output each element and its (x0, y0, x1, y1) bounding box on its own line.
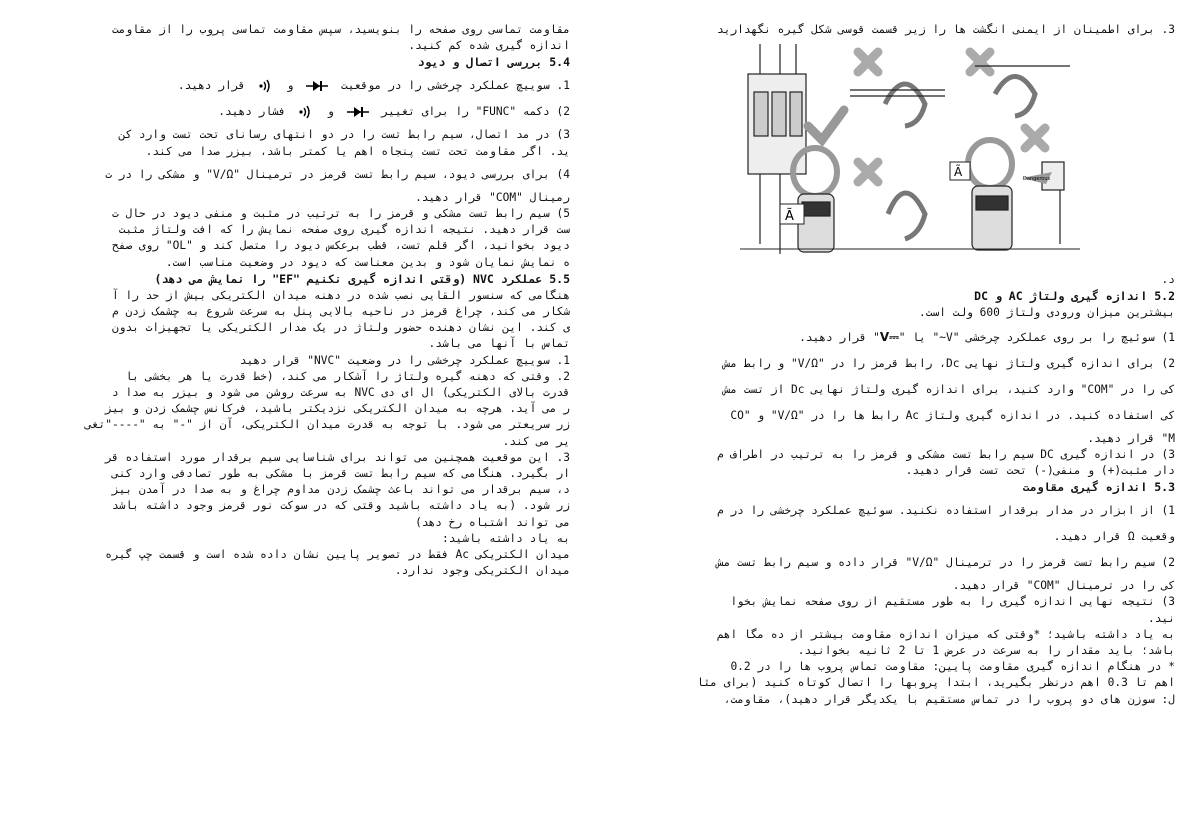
text-line: ه نمایش نمایان شود و بدین معناست که دیود در وضعیت مناسب است. (165, 255, 570, 269)
text-line: ست قرار دهید. نتیجه اندازه گیری روی صفحه نمایش را که افت ولتاژ مثبت (118, 223, 570, 237)
text-line: کی را در "COM" وارد کنید، برای اندازه گیری ولتاژ نهایی Dc از تست مش (723, 382, 1175, 396)
diode-icon (347, 106, 369, 118)
text-line: د، سیم برقدار می تواند باعث چشمک زدن مداوم چراغ و به صدا در آمدن بیز (111, 483, 570, 497)
step-2-func: 2) دکمه "FUNC" را برای تغییر و فشار دهید. (218, 105, 570, 119)
text-line: 3. برای اطمینان از ایمنی انگشت ها را زیر قسمت قوسی شکل گیره نگهدارید (716, 23, 1175, 36)
note-title: به یاد داشته باشید: (442, 531, 570, 545)
text-line: 2) برای اندازه گیری ولتاژ نهایی Dc، رابط قرمز را در "V/Ω" و رابط مش (723, 356, 1175, 370)
svg-text:Ã: Ã (954, 165, 963, 180)
text-line: ار بگیرد. هنگامی که سیم رابط تست قرمز با مشکی به طور تصادفی وارد کنی (111, 467, 570, 481)
heading-voltage: 5.2 اندازه گیری ولتاژ AC و DC (974, 289, 1175, 304)
buzzer-sound-icon (258, 79, 274, 93)
left-column (40, 22, 570, 579)
text-line: هنگامی که سنسور القایی نصب شده در دهنه میدان الکتریکی بیش از حد را آ (111, 288, 570, 302)
text-line: تماس با آنها می باشد. (428, 337, 570, 351)
text-line: 2) سیم رابط تست قرمز را در ترمینال "V/Ω" قرار داده و سیم رابط تست مش (716, 556, 1175, 570)
text-line: ل: سوزن های دو پروب را در تماس مستقیم با یکدیگر قرار دهید)، مقاومت، (723, 692, 1175, 706)
text-line: 5) سیم رابط تست مشکی و قرمز را به ترتیب در مثبت و منفی دیود در حال ت (111, 207, 570, 221)
dc-voltage-icon: ⎓ (889, 329, 899, 344)
text-line: 3) در اندازه گیری DC سیم رابط تست مشکی و قرمز را به ترتیب در اطراف م (716, 447, 1175, 461)
buzzer-sound-icon (298, 105, 314, 119)
text-line: شکار می کند، چراغ قرمز در ناحیه بالایی پنل به سرعت شروع به چشمک زدن م (111, 305, 570, 319)
text-line: نید. (1148, 611, 1175, 625)
text-line: اهم تا 0.3 اهم درنظر بگیرید، ابتدا پروبها را اتصال کوتاه کنید (برای مثا (696, 676, 1175, 690)
text-line: ید. اگر مقاومت تحت تست پنجاه اهم یا کمتر باشد، بیزر صدا می کند. (145, 144, 570, 158)
text-line: 3) نتیجه نهایی اندازه گیری را به طور مستقیم از روی صفحه نمایش بخوا (730, 595, 1175, 609)
text-line: باشد؛ باید مقدار را به سرعت در عرض 1 تا 2 ثانیه بخوانید. (797, 644, 1175, 658)
voltage-step-1: 1) سوئیچ را بر روی عملکرد چرخشی "V~" یا "⎓V" قرار دهید. (799, 329, 1175, 344)
heading-resistance: 5.3 اندازه گیری مقاومت (1022, 480, 1175, 495)
text-line: رمینال "COM" قرار دهید. (415, 190, 570, 204)
text-line: دار مثبت(+) و منفی(-) تحت تست قرار دهید. (905, 464, 1175, 478)
step-1-continuity: 1. سوییچ عملکرد چرخشی را در موقعیت و قرار دهید. (177, 79, 570, 93)
text-line: کی را در ترمینال "COM" قرار دهید. (952, 579, 1175, 593)
right-column (620, 22, 1175, 708)
clamp-illustration (740, 44, 1080, 262)
diode-icon (306, 80, 328, 92)
check-icon (808, 110, 844, 140)
text-line: M" قرار دهید. (1087, 431, 1175, 445)
text-line: زر سریعتر می شود. با توجه به قدرت میدان الکتریکی، آن از "-" به "----"تغی (85, 418, 570, 432)
text-line: * در هنگام اندازه گیری مقاومت پایین: مقاومت تماس پروب ها را در 0.2 (730, 660, 1175, 674)
text-line: به یاد داشته باشید؛ *وقتی که میزان اندازه مقاومت بیشتر از ده مگا اهم (716, 627, 1175, 641)
text-line: میدان الکتریکی Ac فقط در تصویر پایین نشان داده شده است و قسمت چپ گیره (105, 548, 570, 562)
text-line: یر می کند. (502, 434, 570, 448)
text-line: 3. این موقعیت همچنین می تواند برای شناسایی سیم برقدار مورد استفاده قر (105, 450, 570, 464)
text-line: بیشترین میزان ورودی ولتاژ 600 ولت است. (919, 306, 1175, 320)
text-line: زر شود. (به یاد داشته باشید وقتی که در سوکت نور قرمز وجود داشته باشد (111, 499, 570, 513)
heading-continuity-diode: 5.4 بررسی اتصال و دیود (417, 55, 570, 70)
text-line: می تواند اشتباه رخ دهد) (415, 515, 570, 529)
text-line: ی کند. این نشان دهنده حضور ولتاژ در یک مدار الکتریکی یا تجهیزات بدون (111, 321, 570, 335)
clamp-safety-figure (740, 44, 1175, 266)
text-line: دیود بخوانید، اگر قلم تست، قطب برعکس دیود را متصل کند و "OL" روی صفح (111, 239, 570, 253)
text-line: 4) برای بررسی دیود، سیم رابط تست قرمز در ترمینال "V/Ω" و مشکی را در ت (105, 167, 570, 181)
text-line: اندازه گیری شده کم کنید. (408, 39, 570, 53)
text-line: میدان الکتریکی وجود ندارد. (394, 564, 570, 578)
svg-text:Ã: Ã (785, 209, 794, 225)
text-line: د. (1161, 273, 1175, 287)
text-line: 1. سوییچ عملکرد چرخشی را در وضعیت "NVC" قرار دهید (239, 353, 570, 367)
heading-nvc: 5.5 عملکرد NVC (وقتی اندازه گیری نکنیم "EF" را نمایش می دهد) (154, 271, 570, 286)
text-line: 3) در مد اتصال، سیم رابط تست را در دو انتهای رسانای تحت تست وارد کن (118, 128, 570, 142)
text-line: کی استفاده کنید. در اندازه گیری ولتاژ Ac رابط ها را در "V/Ω" و "CO (730, 408, 1175, 422)
text-line: مقاومت تماسی روی صفحه را بنویسید، سپس مقاومت تماسی پروب را از مقاومت (111, 23, 570, 36)
text-line: قدرت بالای الکتریکی) ال ای دی NVC به سرعت روشن می شود و بیزر به صدا د (111, 386, 570, 400)
text-line: ر می آید. هرچه به میدان الکتریکی نزدیکتر باشید، فرکانس چشمک زدن و بیز (105, 402, 570, 416)
text-line: 2. وقتی که دهنه گیره ولتاژ را آشکار می کند، (خط قدرت یا هر بخشی با (125, 369, 570, 383)
svg-text:Dangerous: Dangerous (1023, 176, 1051, 183)
clamp-meter (968, 140, 1064, 250)
text-line: وقعیت Ω قرار دهید. (1053, 530, 1175, 544)
text-line: 1) از ابزار در مدار برقدار استفاده نکنید. سوئیچ عملکرد چرخشی را در م (716, 504, 1175, 518)
